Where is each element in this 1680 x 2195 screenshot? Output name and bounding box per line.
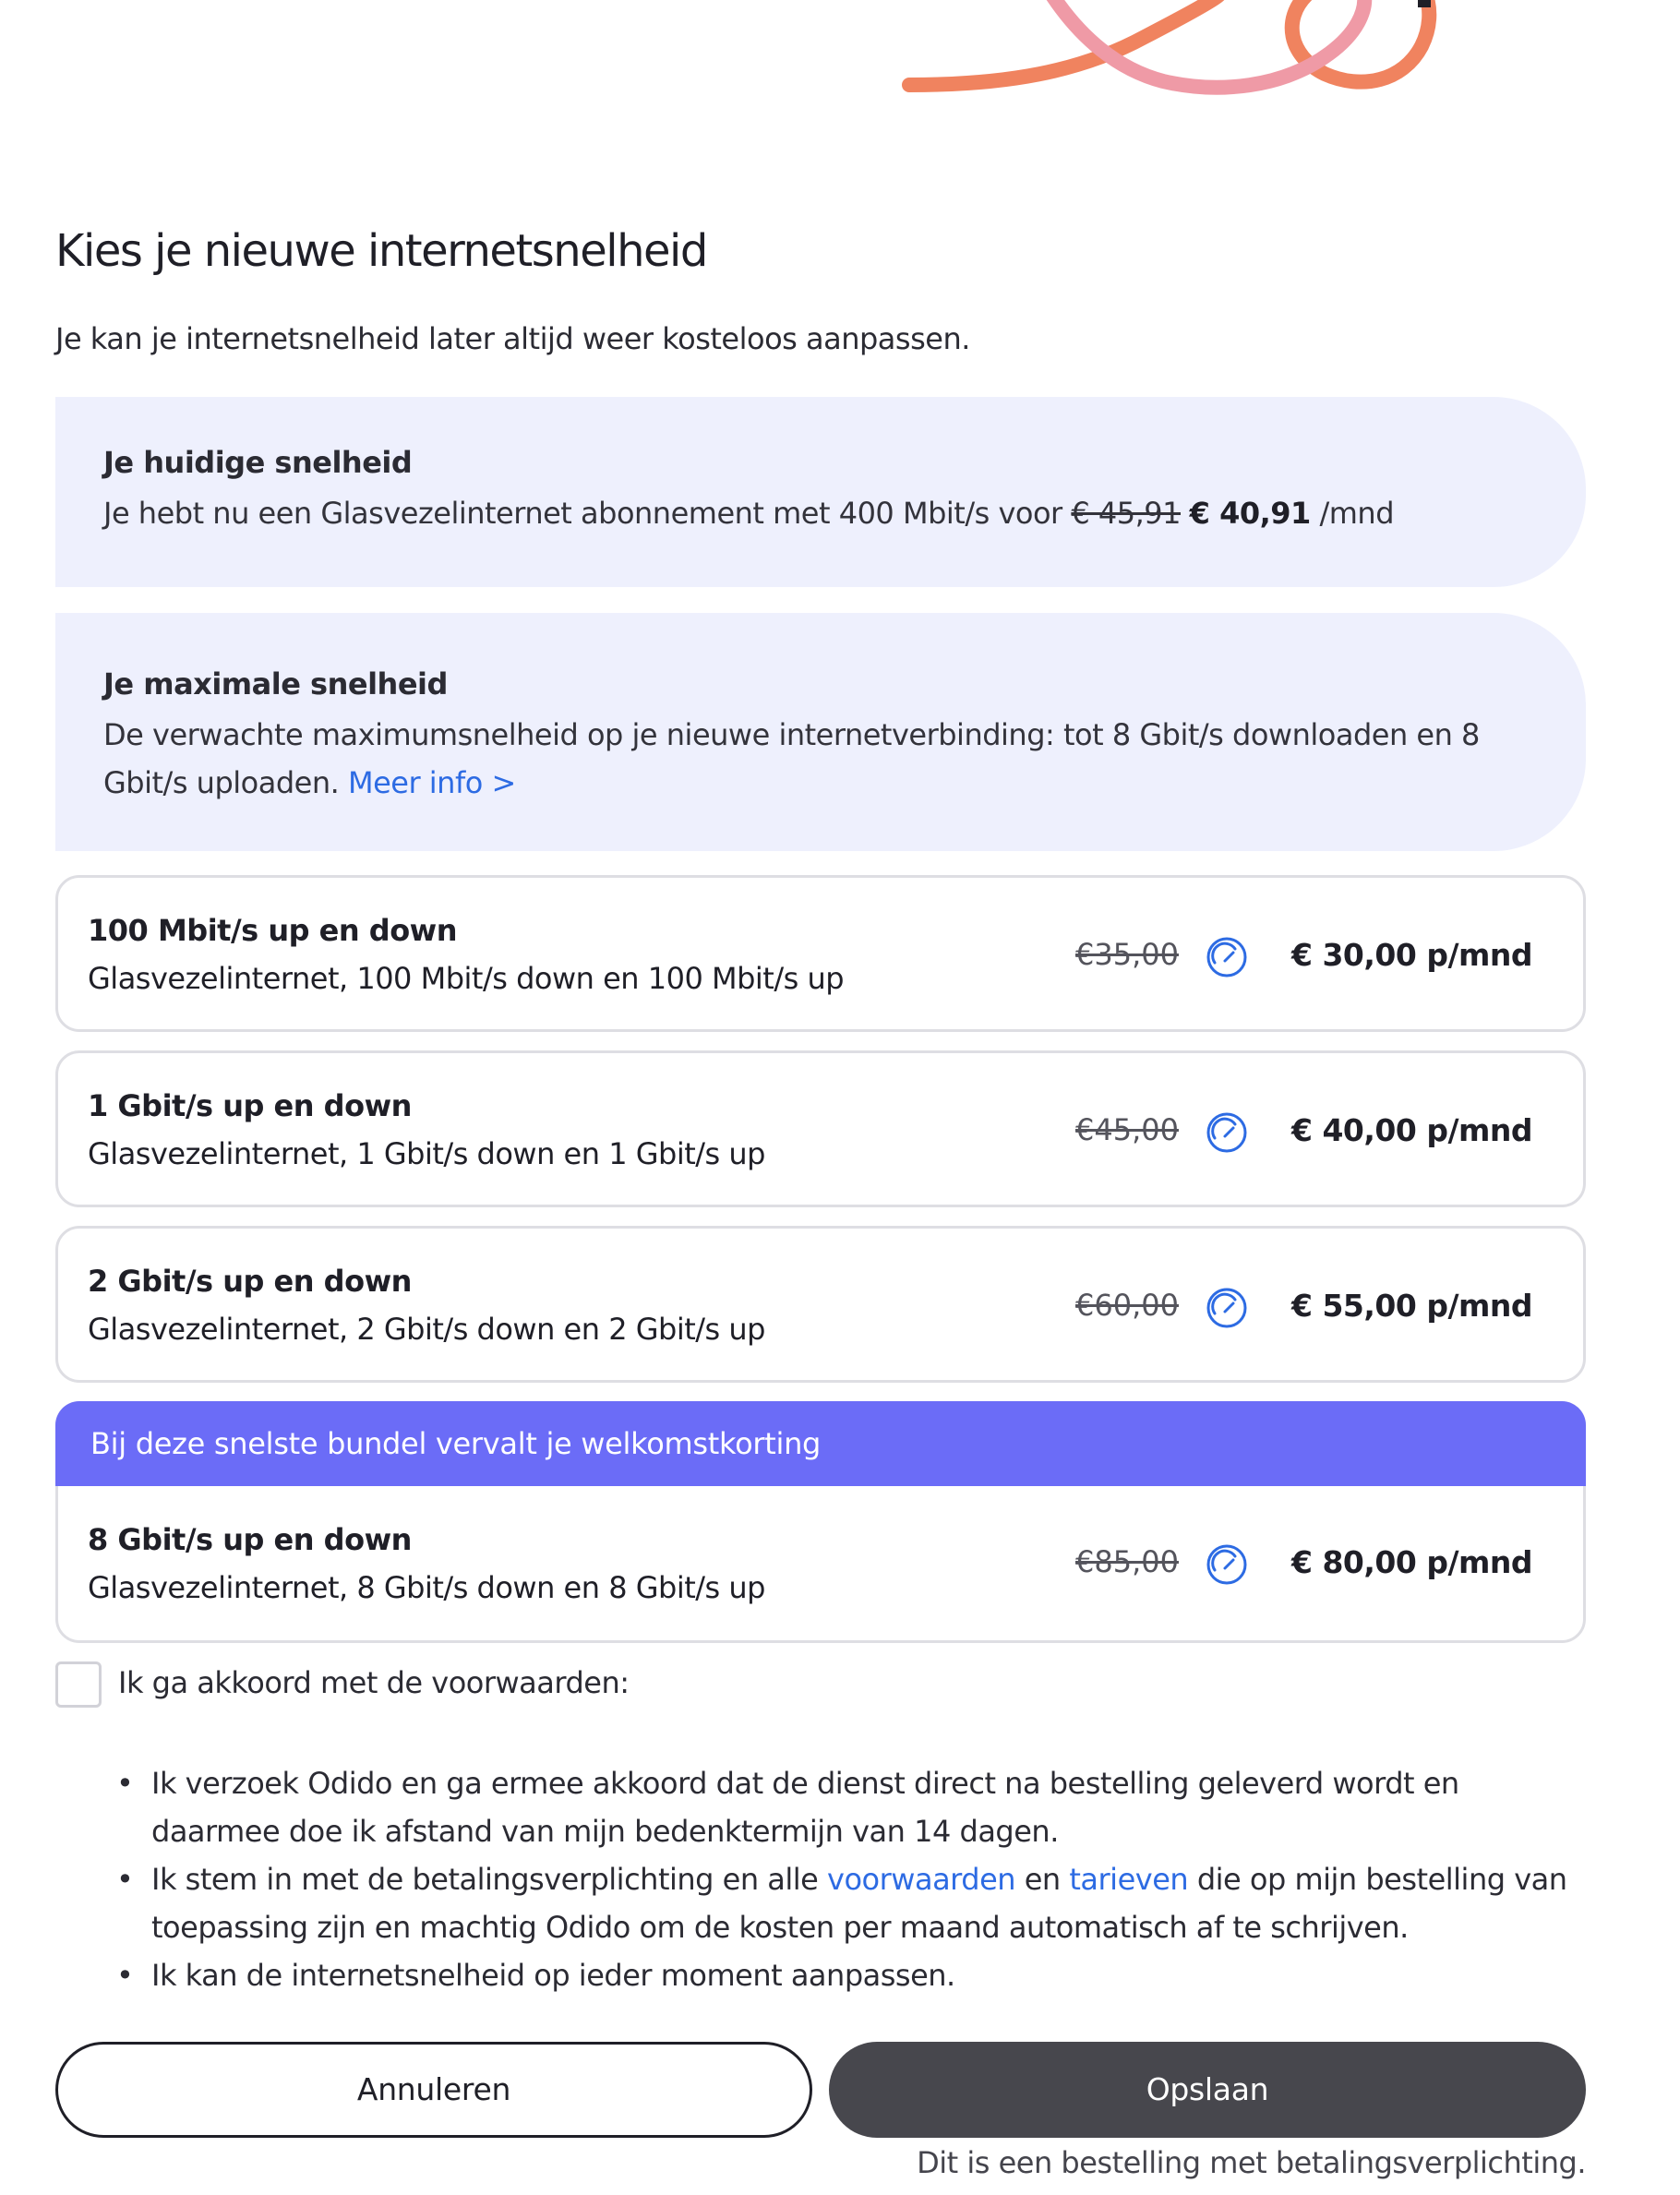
terms-item-text: en	[1024, 1862, 1061, 1897]
option-price: € 80,00 p/mnd	[1291, 1544, 1532, 1580]
speed-option-2gbit[interactable]	[55, 1226, 1586, 1383]
option-title: 2 Gbit/s up en down	[88, 1264, 412, 1299]
option-old-price: €35,00	[1075, 937, 1179, 972]
payment-obligation-note: Dit is een bestelling met betalingsverplichting.	[917, 2145, 1586, 2180]
terms-list	[116, 1759, 1593, 1999]
terms-item-text: Ik kan de internetsnelheid op ieder moment aanpassen.	[151, 1958, 955, 1993]
speedometer-icon	[1205, 935, 1249, 979]
terms-checkbox-label[interactable]: Ik ga akkoord met de voorwaarden:	[118, 1665, 630, 1700]
speed-option-8gbit[interactable]	[55, 1401, 1586, 1643]
terms-item-text: die op mijn bestelling van toepassing zijn en machtig Odido om de kosten per maand automatisch af te schrijven.	[151, 1862, 1567, 1945]
option-description: Glasvezelinternet, 8 Gbit/s down en 8 Gbit/s up	[88, 1570, 765, 1605]
welcome-discount-banner: Bij deze snelste bundel vervalt je welkomstkorting	[55, 1401, 1586, 1486]
option-price: € 55,00 p/mnd	[1291, 1288, 1532, 1324]
save-button[interactable]: Opslaan	[829, 2042, 1586, 2138]
max-speed-description: De verwachte maximumsnelheid op je nieuwe internetverbinding: tot 8 Gbit/s downloaden en 8 Gbit/s uploaden.	[103, 717, 1480, 800]
option-description: Glasvezelinternet, 1 Gbit/s down en 1 Gbit/s up	[88, 1136, 765, 1171]
max-speed-title: Je maximale snelheid	[103, 666, 448, 702]
current-price: € 40,91	[1189, 496, 1311, 531]
option-title: 100 Mbit/s up en down	[88, 913, 458, 948]
current-old-price: € 45,91	[1071, 496, 1181, 531]
current-speed-card	[55, 397, 1586, 587]
speedometer-icon	[1205, 1286, 1249, 1330]
max-speed-card	[55, 613, 1586, 851]
terms-item-text: Ik verzoek Odido en ga ermee akkoord dat de dienst direct na bestelling geleverd wordt en daarmee doe ik afstand van mijn bedenktermijn van 14 dagen.	[151, 1766, 1459, 1849]
option-description: Glasvezelinternet, 100 Mbit/s down en 100 Mbit/s up	[88, 961, 845, 996]
speedometer-icon	[1205, 1542, 1249, 1587]
option-price: € 30,00 p/mnd	[1291, 937, 1532, 973]
terms-item	[116, 1855, 1593, 1951]
page-subtitle: Je kan je internetsnelheid later altijd weer kosteloos aanpassen.	[55, 321, 970, 356]
terms-item	[116, 1951, 1593, 1999]
more-info-link[interactable]: Meer info >	[347, 765, 516, 800]
current-speed-text	[103, 489, 1503, 537]
option-title: 1 Gbit/s up en down	[88, 1088, 412, 1123]
option-old-price: €60,00	[1075, 1288, 1179, 1323]
current-price-suffix: /mnd	[1319, 496, 1395, 531]
option-description: Glasvezelinternet, 2 Gbit/s down en 2 Gbit/s up	[88, 1312, 765, 1347]
option-title: 8 Gbit/s up en down	[88, 1522, 412, 1557]
option-old-price: €85,00	[1075, 1544, 1179, 1579]
tarieven-link[interactable]: tarieven	[1069, 1862, 1189, 1897]
max-speed-text	[103, 711, 1503, 807]
terms-checkbox[interactable]	[55, 1661, 102, 1708]
current-speed-title: Je huidige snelheid	[103, 445, 413, 480]
squiggle-tip	[1418, 0, 1431, 7]
voorwaarden-link[interactable]: voorwaarden	[827, 1862, 1016, 1897]
speedometer-icon	[1205, 1110, 1249, 1155]
cancel-button[interactable]: Annuleren	[55, 2042, 812, 2138]
terms-item	[116, 1759, 1593, 1855]
speed-option-1gbit[interactable]	[55, 1050, 1586, 1207]
decorative-squiggle	[0, 0, 1680, 111]
current-speed-description: Je hebt nu een Glasvezelinternet abonnement met 400 Mbit/s voor	[103, 496, 1062, 531]
page-title: Kies je nieuwe internetsnelheid	[55, 225, 707, 277]
option-price: € 40,00 p/mnd	[1291, 1112, 1532, 1148]
terms-item-text: Ik stem in met de betalingsverplichting en alle	[151, 1862, 819, 1897]
option-old-price: €45,00	[1075, 1112, 1179, 1147]
speed-option-100mbit[interactable]	[55, 875, 1586, 1032]
